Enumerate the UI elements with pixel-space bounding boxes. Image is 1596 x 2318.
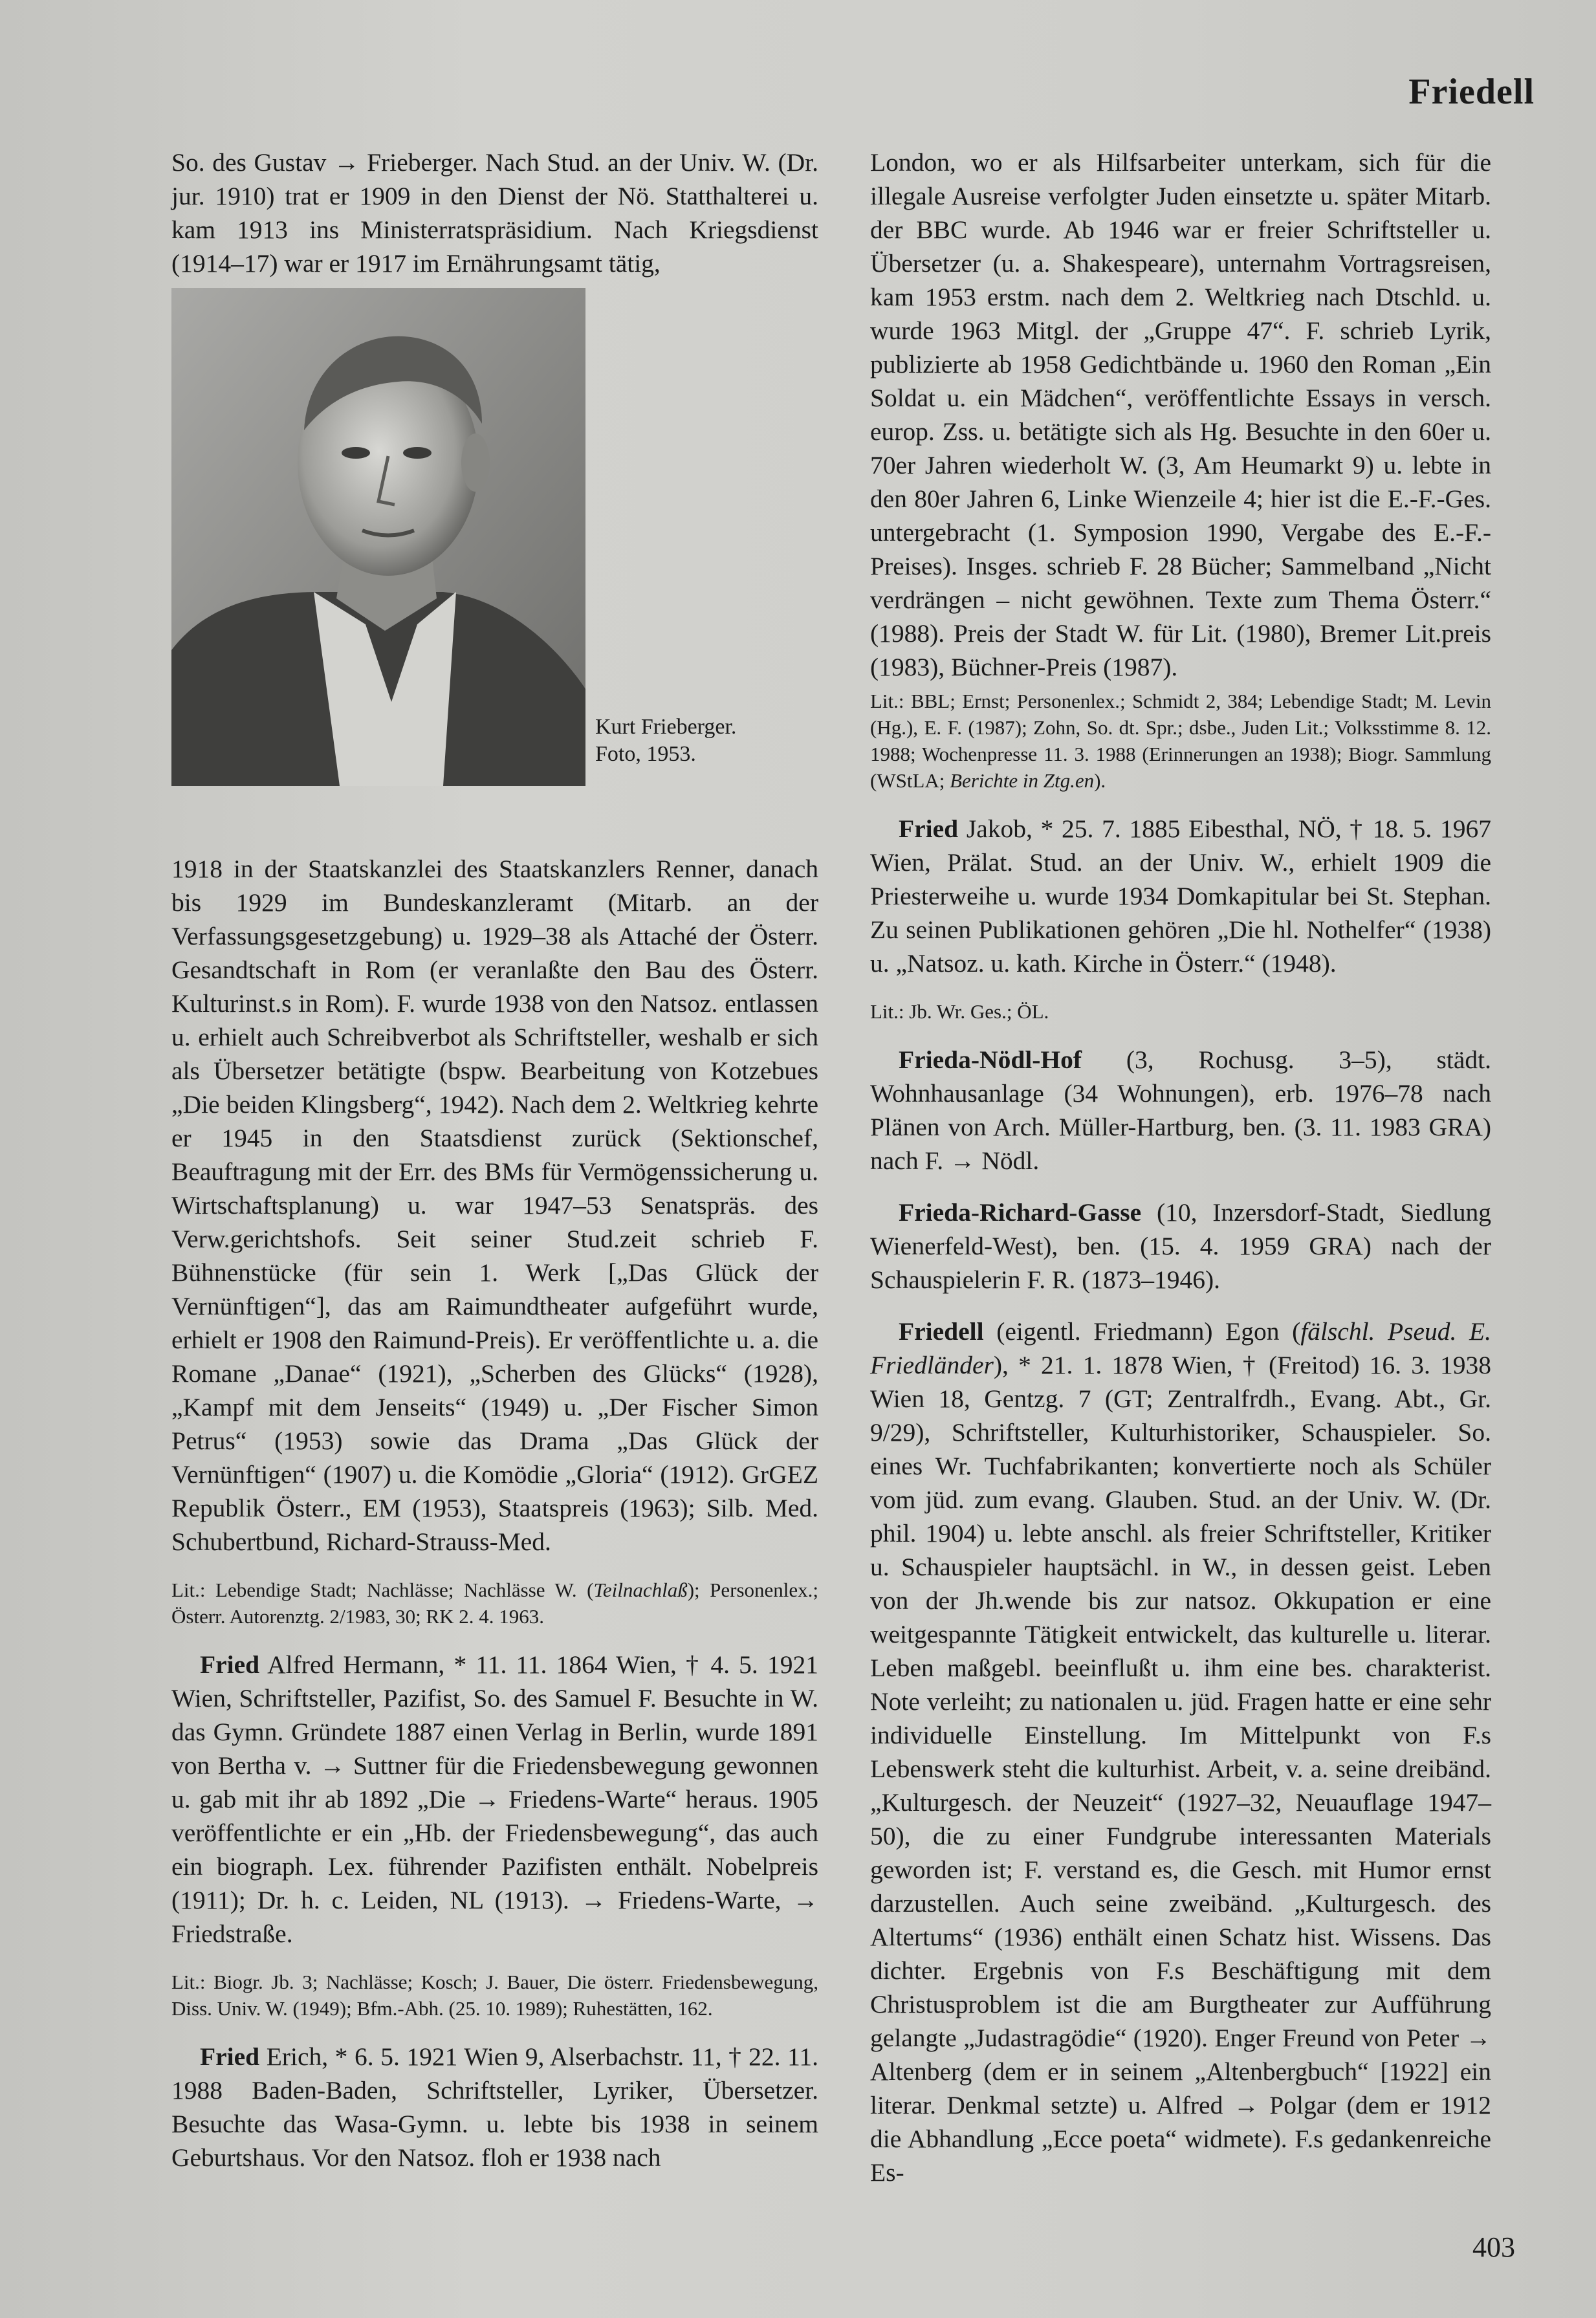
entry-text: Alfred Hermann, * 11. 11. 1864 Wien, † 4. 5. 1921 Wien, Schriftsteller, Pazifist, So. des Samuel F. Besuchte in W. das Gymn. Gründete 1887 einen Verlag in Berlin, wurde 1891 von Bertha v. → Suttner für die Friedensbewegung gewonnen u. gab mit ihr ab 1892 „Die → Friedens-Warte“ heraus. 1905 veröffentlichte er ein „Hb. der Friedensbewegung“, das auch ein biograph. Lex. führender Pazifisten enthält. Nobelpreis (1911); Dr. h. c. Leiden, NL (1913). → Friedens-Warte, → Friedstraße.	[171, 1650, 818, 1948]
entry-italic: fälschl. Pseud. E. Friedländer	[870, 1317, 1491, 1379]
right-column	[870, 146, 1491, 2207]
headword: Frieda-Nödl-Hof	[899, 1045, 1082, 1074]
left-column	[171, 146, 818, 2192]
portrait-photo	[171, 288, 585, 786]
entry-fried-jakob	[870, 812, 1491, 980]
headword: Fried	[200, 1650, 260, 1679]
entry-text: ), * 21. 1. 1878 Wien, † (Freitod) 16. 3. 1938 Wien 18, Gentzg. 7 (GT; Zentralfrdh., Evang. Abt., Gr. 9/29), Schriftsteller, Kulturhistoriker, Schauspieler. So. eines Wr. Tuchfabrikanten; konvertierte noch als Schüler vom jüd. zum evang. Glauben. Stud. an der Univ. W. (Dr. phil. 1904) u. lebte anschl. als freier Schriftsteller, Kritiker u. Schauspieler hauptsächl. in W., in dessen geist. Leben von der Jh.wende bis zur natsoz. Okkupation er eine weitgespannte Tätigkeit entwickelt, das kulturelle u. literar. Leben maßgebl. beeinflußt u. ihm eine bes. charakterist. Note verleiht; zu nationalen u. jüd. Fragen hatte er eine sehr individuelle Einstellung. Im Mittelpunkt von F.s Lebenswerk steht die kulturhist. Arbeit, v. a. seine dreibänd. „Kulturgesch. der Neuzeit“ (1927–32, Neuauflage 1947–50), die zu einer Fundgrube interessanten Materials geworden ist; F. verstand es, die Gesch. mit Humor ernst darzustellen. Auch seine zweibänd. „Kulturgesch. des Altertums“ (1936) enthält einen Schatz hist. Wissens. Das dichter. Ergebnis von F.s Beschäftigung mit dem Christusproblem ist die am Burgtheater zur Aufführung gelangte „Judastragödie“ (1920). Enger Freund von Peter → Altenberg (dem er in seinem „Altenbergbuch“ [1922] ein literar. Denkmal setzte) u. Alfred → Polgar (dem er 1912 die Abhandlung „Ecce poeta“ widmete). F.s gedankenreiche Es-	[870, 1351, 1491, 2187]
literature-note	[171, 1577, 818, 1630]
running-head: Friedell	[1408, 72, 1535, 112]
headword: Frieda-Richard-Gasse	[899, 1198, 1142, 1227]
entry-text: Erich, * 6. 5. 1921 Wien 9, Alserbachstr. 11, † 22. 11. 1988 Baden-Baden, Schriftsteller, Lyriker, Übersetzer. Besuchte das Wasa-Gymn. u. lebte bis 1938 in seinem Geburtshaus. Vor den Natsoz. floh er 1938 nach	[171, 2042, 818, 2172]
entry-frieda-richard-gasse	[870, 1196, 1491, 1296]
entry-text: (eigentl. Friedmann) Egon (	[983, 1317, 1301, 1346]
page-number: 403	[1472, 2231, 1515, 2263]
lit-text: ).	[1094, 769, 1106, 792]
headword: Friedell	[899, 1317, 984, 1346]
entry-text: (10, Inzersdorf-Stadt, Siedlung Wienerfeld-West), ben. (15. 4. 1959 GRA) nach der Schauspielerin F. R. (1873–1946).	[870, 1198, 1491, 1294]
headword: Fried	[899, 815, 959, 843]
lit-italic: Berichte in Ztg.en	[950, 769, 1095, 792]
entry-fried-erich	[171, 2040, 818, 2174]
lit-text: Lit.: Lebendige Stadt; Nachlässe; Nachlässe W. (	[171, 1579, 594, 1601]
portrait-image	[171, 288, 585, 786]
paragraph: 1918 in der Staatskanzlei des Staatskanzlers Renner, danach bis 1929 im Bundeskanzleramt (Mitarb. an der Verfassungsgesetzgebung) u. 1929–38 als Attaché der Österr. Gesandtschaft in Rom (er veranlaßte den Bau des Österr. Kulturinst.s in Rom). F. wurde 1938 von den Natsoz. entlassen u. erhielt auch Schreibverbot als Schriftsteller, weshalb er sich als Übersetzer betätigte (bspw. Bearbeitung von Kotzebues „Die beiden Klingsberg“, 1942). Nach dem 2. Weltkrieg kehrte er 1945 in den Staatsdienst zurück (Sektionschef, Beauftragung mit der Err. des BMs für Vermögenssicherung u. Wirtschaftsplanung) u. war 1947–53 Senatspräs. des Verw.gerichtshofs. Seit seiner Stud.zeit schrieb F. Bühnenstücke (für sein 1. Werk [„Das Glück der Vernünftigen“], das am Raimundtheater aufgeführt wurde, erhielt er 1908 den Raimund-Preis). Er veröffentlichte u. a. die Romane „Danae“ (1921), „Scherben des Glücks“ (1928), „Kampf mit dem Jenseits“ (1949) u. „Der Fischer Simon Petrus“ (1953) sowie das Drama „Das Glück der Vernünftigen“ (1907) u. die Komödie „Gloria“ (1912). GrGEZ Republik Österr., EM (1953), Staatspreis (1963); Silb. Med. Schubertbund, Richard-Strauss-Med.	[171, 855, 818, 1556]
literature-note	[870, 688, 1491, 794]
continued-paragraph: So. des Gustav → Frieberger. Nach Stud. an der Univ. W. (Dr. jur. 1910) trat er 1909 in den Dienst der Nö. Statthalterei u. kam 1913 ins Ministerratspräsidium. Nach Kriegsdienst (1914–17) war er 1917 im Ernährungsamt tätig,	[171, 148, 818, 278]
figure-caption	[595, 714, 736, 768]
lit-italic: Teilnachlaß	[593, 1579, 688, 1601]
entry-text: Jakob, * 25. 7. 1885 Eibesthal, NÖ, † 18. 5. 1967 Wien, Prälat. Stud. an der Univ. W., erhielt 1909 die Priesterweihe u. wurde 1934 Domkapitular bei St. Stephan. Zu seinen Publikationen gehören „Die hl. Nothelfer“ (1938) u. „Natsoz. u. kath. Kirche in Österr.“ (1948).	[870, 815, 1491, 978]
headword: Fried	[200, 2042, 260, 2071]
entry-text: (3, Rochusg. 3–5), städt. Wohnhausanlage (34 Wohnungen), erb. 1976–78 nach Plänen von Arch. Müller-Hartburg, ben. (3. 11. 1983 GRA) nach F. → Nödl.	[870, 1045, 1491, 1175]
literature-note: Lit.: Biogr. Jb. 3; Nachlässe; Kosch; J. Bauer, Die österr. Friedensbewegung, Diss. Univ. W. (1949); Bfm.-Abh. (25. 10. 1989); Ruhestätten, 162.	[171, 1971, 818, 2020]
caption-line: Kurt Frieberger.	[595, 715, 737, 739]
portrait-figure	[171, 288, 818, 838]
entry-fried-alfred	[171, 1648, 818, 1951]
caption-line: Foto, 1953.	[595, 742, 696, 766]
entry-frieda-noedl-hof	[870, 1043, 1491, 1177]
lit-text: ); Personenlex.; Österr. Autorenztg. 2/1983, 30; RK 2. 4. 1963.	[171, 1579, 818, 1628]
literature-note: Lit.: Jb. Wr. Ges.; ÖL.	[870, 1000, 1049, 1023]
entry-friedell	[870, 1315, 1491, 2189]
continued-paragraph: London, wo er als Hilfsarbeiter unterkam, sich für die illegale Ausreise verfolgter Juden einsetzte u. später Mitarb. der BBC wurde. Ab 1946 war er freier Schriftsteller u. Übersetzer (u. a. Shakespeare), unternahm Vortragsreisen, kam 1953 erstm. nach dem 2. Weltkrieg nach Dtschld. u. wurde 1963 Mitgl. der „Gruppe 47“. F. schrieb Lyrik, publizierte ab 1958 Gedichtbände u. 1960 den Roman „Ein Soldat u. ein Mädchen“, veröffentlichte Essays in versch. europ. Zss. u. betätigte sich als Hg. Besuchte in den 60er u. 70er Jahren wiederholt W. (3, Am Heumarkt 9) u. lebte in den 80er Jahren 6, Linke Wienzeile 4; hier ist die E.-F.-Ges. untergebracht (1. Symposion 1990, Vergabe des E.-F.-Preises). Insges. schrieb F. 28 Bücher; Sammelband „Nicht verdrängen – nicht gewöhnen. Texte zum Thema Österr.“ (1988). Preis der Stadt W. für Lit. (1980), Bremer Lit.preis (1983), Büchner-Preis (1987).	[870, 148, 1491, 681]
lit-text: Lit.: BBL; Ernst; Personenlex.; Schmidt 2, 384; Lebendige Stadt; M. Levin (Hg.), E. F. (1987); Zohn, So. dt. Spr.; dsbe., Juden Lit.; Volksstimme 8. 12. 1988; Wochenpresse 11. 3. 1988 (Erinnerungen an 1938); Biogr. Sammlung (WStLA;	[870, 690, 1491, 792]
